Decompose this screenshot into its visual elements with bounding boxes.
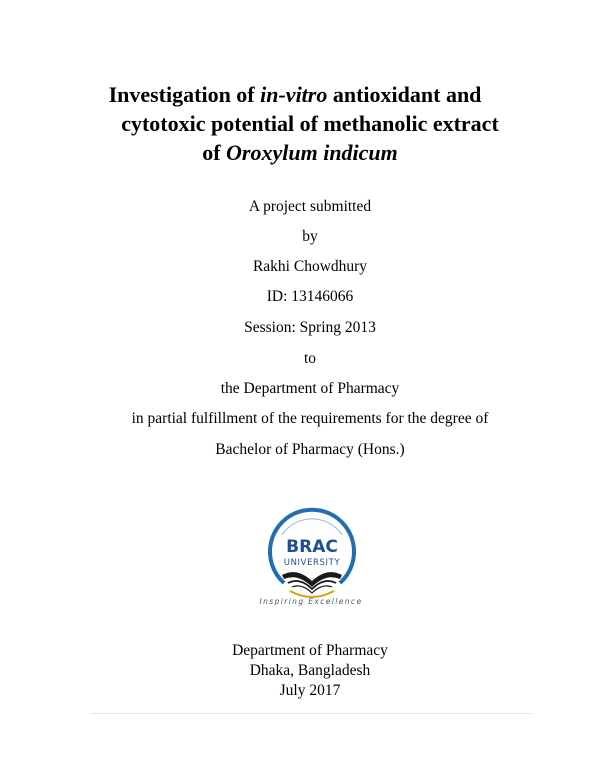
title-line-3: of Oroxylum indicum [202,140,398,165]
footer-divider [90,713,532,714]
submission-by: by [302,228,318,245]
footer-department: Department of Pharmacy [232,642,388,659]
author-name: Rakhi Chowdhury [252,258,368,275]
submission-intro: A project submitted [248,198,372,215]
book-icon [282,572,342,587]
degree-name: Bachelor of Pharmacy (Hons.) [215,441,405,458]
thesis-title [0,80,600,167]
logo-text-brac: BRAC [286,537,338,557]
footer-date: July 2017 [279,682,341,699]
title-line-1: Investigation of in-vitro antioxidant and [108,82,482,107]
title-italic-species: Oroxylum indicum [226,140,398,165]
purpose-statement: in partial fulfillment of the requirements for the degree of [131,410,489,427]
footer-location: Dhaka, Bangladesh [249,662,371,679]
logo-text-university: UNIVERSITY [283,558,341,568]
department-name: the Department of Pharmacy [220,380,400,397]
logo-tagline: Inspiring Excellence [259,597,363,606]
session: Session: Spring 2013 [244,319,376,336]
title-line-2: cytotoxic potential of methanolic extract [121,111,499,136]
submission-to: to [303,350,317,367]
student-id: ID: 13146066 [266,288,354,305]
title-italic-in-vitro: in-vitro [260,82,328,107]
